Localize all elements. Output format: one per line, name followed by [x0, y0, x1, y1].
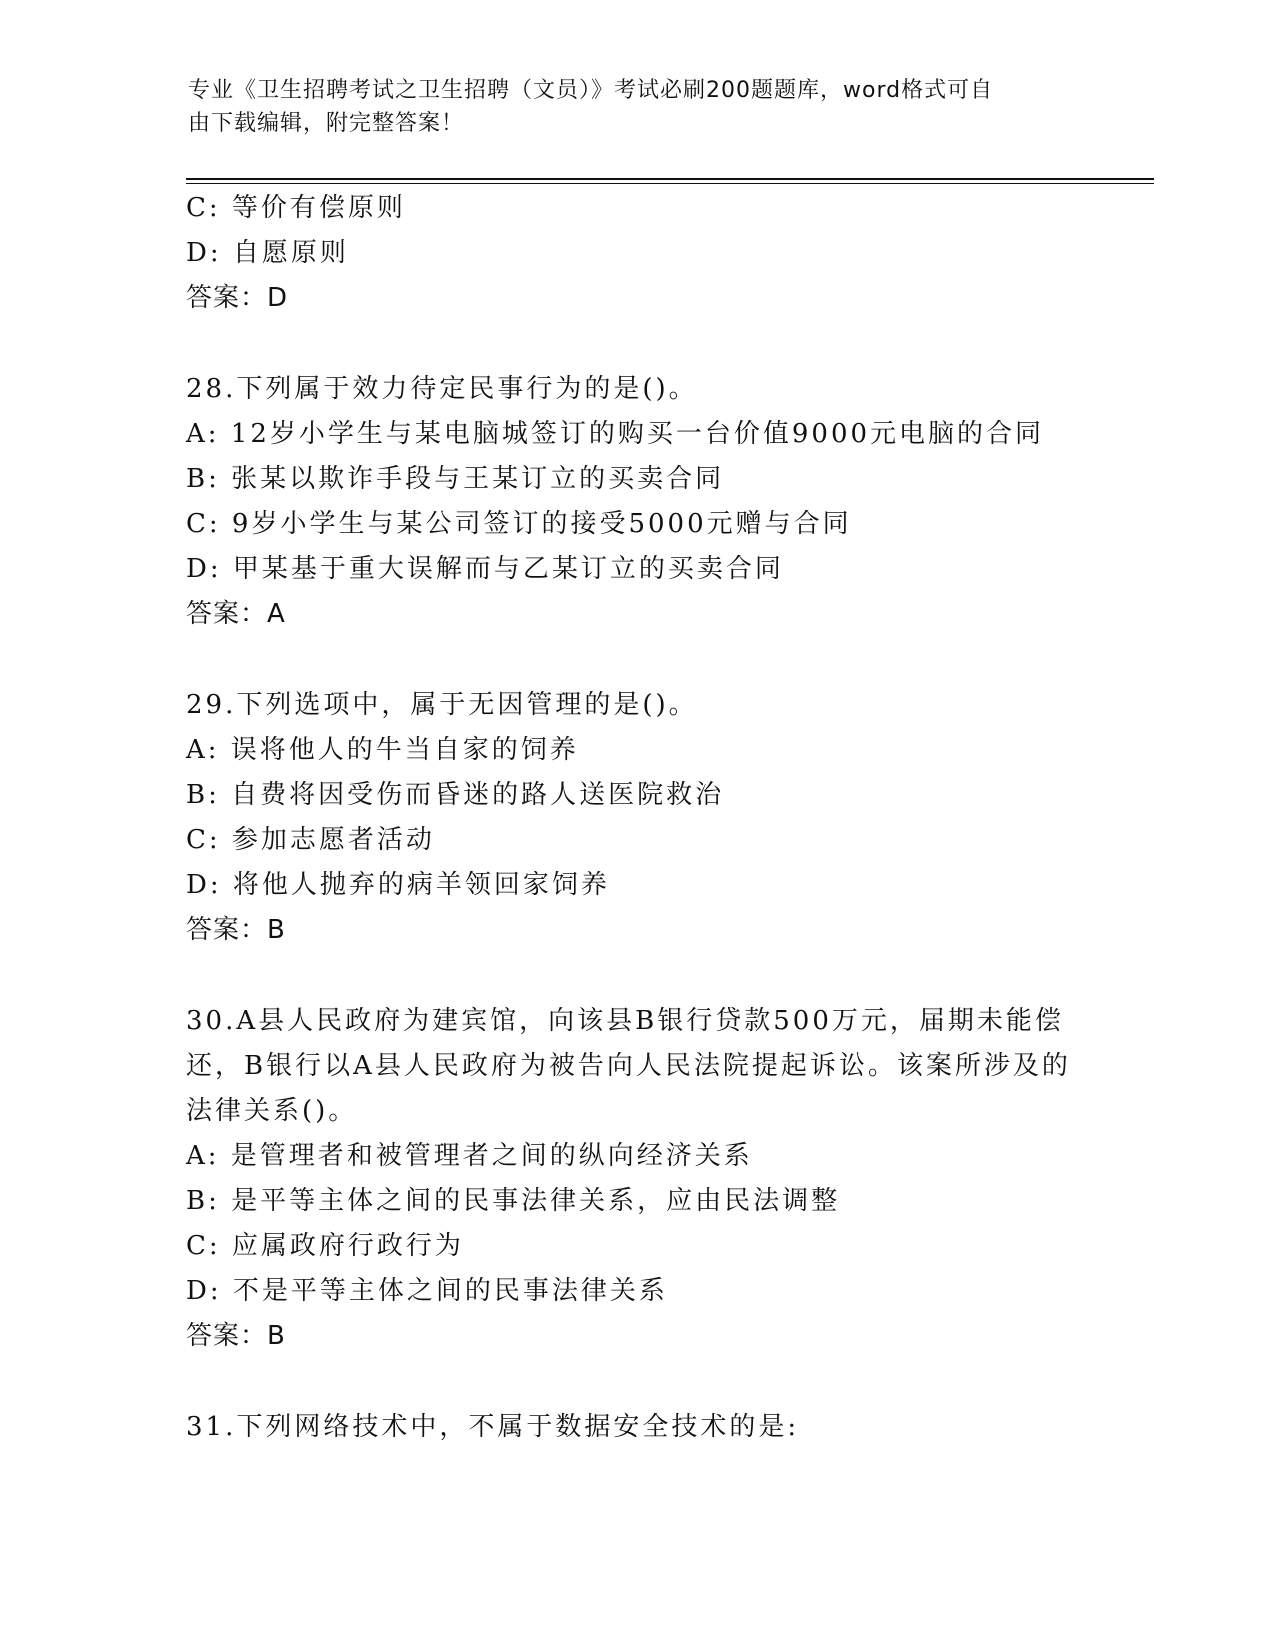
header-divider-thin: [186, 183, 1154, 184]
q31-stem: 31.下列网络技术中，不属于数据安全技术的是:: [186, 1412, 800, 1442]
q30-stem-line-1: 30.A县人民政府为建宾馆，向该县B银行贷款500万元，届期未能偿: [186, 1006, 1064, 1036]
q30-option-b: B: 是平等主体之间的民事法律关系，应由民法调整: [186, 1186, 841, 1216]
q30-option-d: D: 不是平等主体之间的民事法律关系: [186, 1276, 668, 1306]
q29-answer: 答案：B: [186, 915, 286, 945]
prev-option-c: C: 等价有偿原则: [186, 193, 406, 223]
q29-stem: 29.下列选项中，属于无因管理的是()。: [186, 690, 698, 720]
q30-stem-line-3: 法律关系()。: [186, 1096, 358, 1126]
q28-option-a: A: 12岁小学生与某电脑城签订的购买一台价值9000元电脑的合同: [186, 419, 1045, 449]
q28-stem: 28.下列属于效力待定民事行为的是()。: [186, 374, 698, 404]
q29-option-a: A: 误将他人的牛当自家的饲养: [186, 735, 579, 765]
q28-option-c: C: 9岁小学生与某公司签订的接受5000元赠与合同: [186, 509, 852, 539]
q30-stem-line-2: 还，B银行以A县人民政府为被告向人民法院提起诉讼。该案所涉及的: [186, 1051, 1071, 1081]
prev-option-d: D: 自愿原则: [186, 238, 349, 268]
document-header: [188, 74, 1088, 140]
q28-option-b: B: 张某以欺诈手段与王某订立的买卖合同: [186, 464, 725, 494]
q28-answer: 答案：A: [186, 599, 286, 629]
q29-option-d: D: 将他人抛弃的病羊领回家饲养: [186, 870, 610, 900]
header-divider: [186, 178, 1154, 180]
prev-answer: 答案：D: [186, 283, 289, 313]
q29-option-c: C: 参加志愿者活动: [186, 825, 435, 855]
q30-answer: 答案：B: [186, 1321, 286, 1351]
q29-option-b: B: 自费将因受伤而昏迷的路人送医院救治: [186, 780, 725, 810]
q30-option-c: C: 应属政府行政行为: [186, 1231, 464, 1261]
q30-option-a: A: 是管理者和被管理者之间的纵向经济关系: [186, 1141, 753, 1171]
q28-option-d: D: 甲某基于重大误解而与乙某订立的买卖合同: [186, 554, 784, 584]
header-line-1: 专业《卫生招聘考试之卫生招聘（文员）》考试必刷200题题库，word格式可自: [188, 78, 994, 103]
header-line-2: 由下载编辑，附完整答案！: [188, 111, 465, 136]
